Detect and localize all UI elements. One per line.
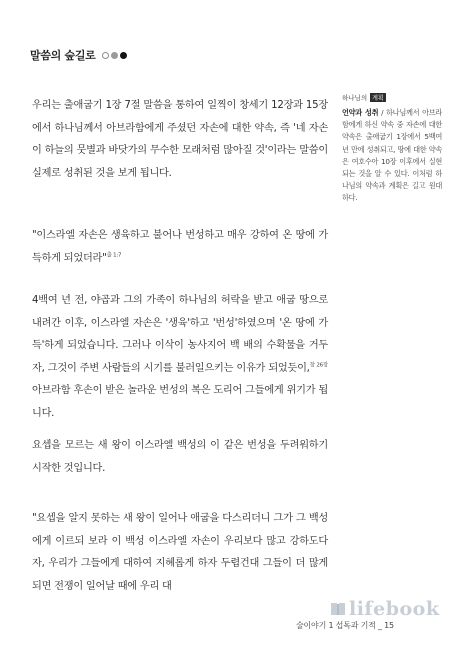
paragraph-3-text: 4백여 년 전, 야곱과 그의 가족이 하나님의 허락을 받고 애굽 땅으로 내려간 이후, 이스라엘 자손은 '생육'하고 '번성'하였으며 '온 땅에 가득'하게 되었습니다. 그러나 이삭이 농사지어 백 배의 수확물을 거두자, 그것이 주변 사람들의 시기를 불러일으키는 이유가 되었듯이,: [32, 295, 328, 374]
lifebook-watermark: [330, 598, 440, 620]
section-header: [30, 47, 129, 63]
scripture-ref-2: 창 26장: [309, 362, 328, 369]
sidebar-text: / 하나님께서 아브라함에게 하신 약속 중 자손에 대한 약속은 출애굽기 1장에서 5백여 년 만에 성취되고, 땅에 대한 약속은 여호수아 10장 이후에서 실현되는 것을 알 수 있다. 이처럼 하나님의 약속과 계획은 길고 원대하다.: [342, 108, 442, 203]
sidebar-note: [342, 93, 442, 205]
book-icon: [330, 601, 346, 617]
paragraph-1: 우리는 출애굽기 1장 7절 말씀을 통하여 일찍이 창세기 12장과 15장에서 하나님께서 아브라함에게 주셨던 자손에 대한 약속, 즉 '네 자손이 하늘의 뭇별과 바닷가의 무수한 모래처럼 많아질 것'이라는 말씀이 실제로 성취된 것을 보게 됩니다.: [32, 100, 328, 179]
sidebar-heading-label: 하나님의: [342, 94, 368, 102]
sidebar-heading: [342, 93, 442, 102]
dot-empty-icon: [102, 52, 109, 59]
scripture-ref-1: 출 1:7: [106, 252, 122, 259]
scripture-quote-2: "요셉을 알지 못하는 새 왕이 일어나 애굽을 다스리더니 그가 그 백성에게 이르되 보라 이 백성 이스라엘 자손이 우리보다 많고 강하도다 자, 우리가 그들에게 대하여 지혜롭게 하자 두렵건대 그들이 더 많게 되면 전쟁이 일어날 때에 우리 대: [32, 513, 328, 592]
sidebar-badge: 계획: [372, 95, 384, 102]
scripture-quote-1: [32, 225, 328, 270]
dot-grey-icon: [111, 52, 118, 59]
paragraph-4: 요셉을 모르는 새 왕이 이스라엘 백성의 이 같은 번성을 두려워하기 시작한 것입니다.: [32, 440, 328, 474]
sidebar-body: [342, 107, 442, 205]
paragraph-3-tail: 아브라함 후손이 받은 놀라운 번성의 복은 도리어 그들에게 위기가 됩니다.: [32, 385, 328, 419]
scripture-quote-1-text: "이스라엘 자손은 생육하고 불어나 번성하고 매우 강하여 온 땅에 가득하게 되었더라": [32, 230, 328, 264]
paragraph-3: [32, 290, 328, 425]
sidebar-term: 언약과 성취: [342, 108, 379, 117]
watermark-text: lifebook: [349, 598, 440, 620]
dot-black-icon: [120, 52, 127, 59]
header-dots: [102, 52, 129, 59]
section-title: 말씀의 숲길로: [30, 49, 96, 62]
page-footer: 술이야기 1 섭독과 기적 _ 15: [296, 621, 394, 630]
